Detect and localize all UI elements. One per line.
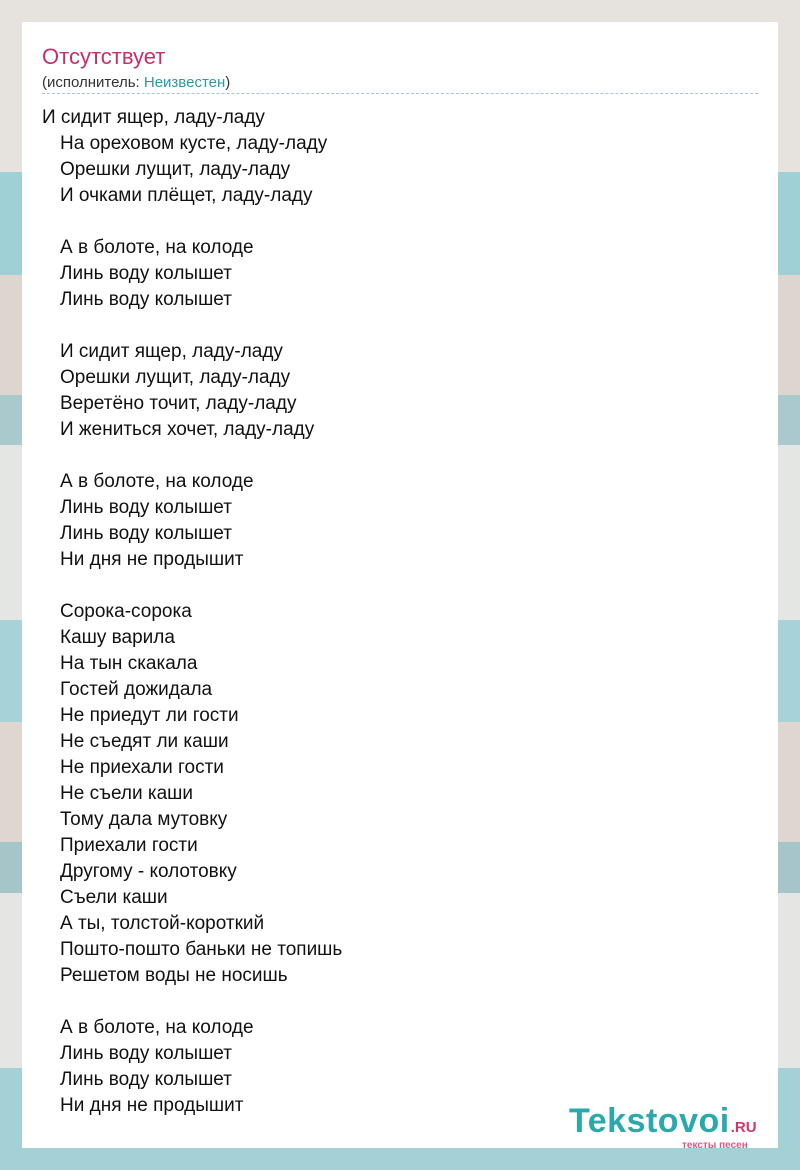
- artist-suffix: ): [225, 74, 231, 91]
- stanza-gap: [42, 313, 742, 339]
- logo-brand: Tekstovoi: [569, 1102, 730, 1140]
- artist-prefix: (исполнитель:: [42, 74, 144, 91]
- artist-line: [42, 74, 230, 91]
- stanza-gap: [42, 989, 742, 1015]
- lyric-line: Не приехали гости: [60, 757, 224, 778]
- lyric-line: Гостей дожидала: [60, 679, 213, 700]
- lyric-line: И очками плёщет, ладу-ладу: [60, 185, 313, 206]
- lyric-line: И жениться хочет, ладу-ладу: [60, 419, 315, 440]
- lyric-line: Линь воду колышет: [60, 289, 232, 310]
- lyric-line: Линь воду колышет: [60, 1043, 232, 1064]
- lyric-line: Не приедут ли гости: [60, 705, 239, 726]
- stanza-gap: [42, 443, 742, 469]
- lyric-line: Ни дня не продышит: [60, 549, 244, 570]
- lyric-line: Линь воду колышет: [60, 497, 232, 518]
- lyric-line: Не съели каши: [60, 783, 194, 804]
- logo-tagline: тексты песен: [682, 1140, 748, 1151]
- lyric-line: Ни дня не продышит: [60, 1095, 244, 1116]
- lyric-line: И сидит ящер, ладу-ладу: [60, 341, 283, 362]
- lyric-line: Пошто-пошто баньки не топишь: [60, 939, 343, 960]
- lyric-line: Приехали гости: [60, 835, 198, 856]
- divider: [42, 93, 758, 94]
- site-logo[interactable]: [569, 1102, 757, 1151]
- lyric-line: Тому дала мутовку: [60, 809, 228, 830]
- stanza-gap: [42, 573, 742, 599]
- lyric-line: Съели каши: [60, 887, 168, 908]
- lyric-line: Орешки лущит, ладу-ладу: [60, 159, 291, 180]
- lyric-line: На ореховом кусте, ладу-ладу: [60, 133, 328, 154]
- stanza-gap: [42, 209, 742, 235]
- lyric-line: А в болоте, на колоде: [60, 237, 254, 258]
- song-title: Отсутствует: [42, 44, 166, 69]
- lyric-line: Кашу варила: [60, 627, 175, 648]
- lyric-line: Другому - колотовку: [60, 861, 237, 882]
- lyric-line: Веретёно точит, ладу-ладу: [60, 393, 297, 414]
- lyric-line: Не съедят ли каши: [60, 731, 229, 752]
- lyric-line: Линь воду колышет: [60, 263, 232, 284]
- lyric-line: А в болоте, на колоде: [60, 1017, 254, 1038]
- lyric-line: Решетом воды не носишь: [60, 965, 288, 986]
- artist-link[interactable]: Неизвестен: [143, 74, 226, 91]
- lyrics-sheet: [22, 22, 778, 1151]
- logo-tld: .RU: [730, 1119, 757, 1136]
- lyric-line: На тын скакала: [60, 653, 198, 674]
- lyric-line: Сорока-сорока: [60, 601, 192, 622]
- lyric-line: А в болоте, на колоде: [60, 471, 254, 492]
- lyric-line: А ты, толстой-короткий: [60, 913, 265, 934]
- lyric-line: Линь воду колышет: [60, 523, 232, 544]
- lyric-line: Орешки лущит, ладу-ладу: [60, 367, 291, 388]
- lyrics-body: [42, 105, 742, 1119]
- lyric-line: Линь воду колышет: [60, 1069, 232, 1090]
- lyric-line: И сидит ящер, ладу-ладу: [42, 107, 265, 128]
